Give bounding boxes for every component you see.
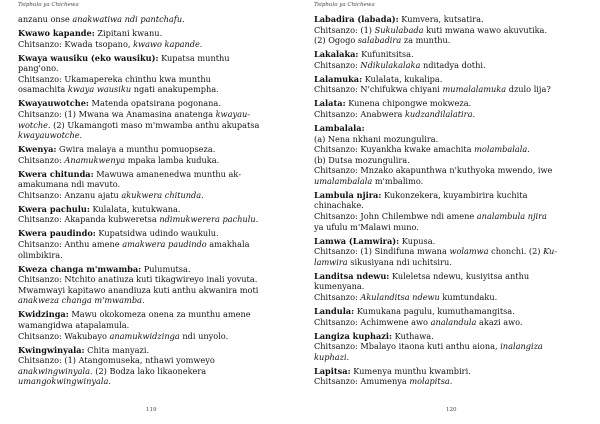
right-page (300, 0, 600, 424)
definition-text: kumtundaku. (439, 291, 498, 302)
definition-text: Kumvera, kutsatira. (398, 14, 484, 24)
entry-line (18, 214, 288, 225)
definition-text: wamangidwa atapalamula. (18, 319, 130, 330)
example-text: Sukulabada (374, 24, 424, 35)
example-text: Anamukwenya (64, 154, 126, 165)
entry-line (18, 309, 288, 320)
headword: Lalamuka: (314, 73, 363, 84)
dictionary-entry (18, 144, 288, 165)
dictionary-entry (314, 236, 588, 268)
dictionary-entry (314, 98, 588, 119)
definition-text: Kupusa. (399, 235, 436, 246)
example-text: analandula (430, 316, 477, 327)
example-text: kudzandilalatira. (404, 108, 476, 119)
entry-line (18, 84, 288, 95)
definition-text: Mwamwayi kapitawo anandiuza kuti anthu akwanira moti (18, 284, 259, 295)
entry-line (18, 120, 288, 131)
entry-line (314, 292, 588, 303)
dictionary-column (314, 14, 588, 390)
definition-text: (2) Ukamangoti maso m'mwamba anthu akupatsa (50, 119, 260, 130)
entry-line (18, 376, 288, 387)
definition-text: Kuthawa. (392, 330, 434, 341)
entry-line (18, 285, 288, 296)
entry-line (314, 246, 588, 257)
definition-text: Chitsanzo: Anthu amene (18, 239, 123, 250)
entry-line (314, 84, 588, 95)
definition-text: Kulalata, kutukwana. (89, 203, 181, 214)
definition-text: Chitsanzo: Mbalayo itaona kuti anthu aiona, (314, 341, 501, 352)
entry-line (18, 355, 288, 366)
definition-text: Chitsanzo: (314, 291, 361, 302)
entry-line (314, 165, 588, 176)
headword: Lapitsa: (314, 365, 351, 376)
definition-text: Zipitani kwanu. (94, 27, 163, 38)
example-text: amakwera paudindo (122, 239, 207, 250)
entry-line (314, 123, 588, 134)
definition-text: nditadya dothi. (420, 59, 486, 70)
definition-text: Chitsanzo: Mnzako akapunthwa n'kuthyoka mwendo, iwe (314, 165, 553, 176)
entry-line (18, 228, 288, 239)
headword: Landitsa ndewu: (314, 270, 390, 281)
entry-line (314, 134, 588, 145)
definition-text: osamachita (18, 84, 68, 95)
definition-text: Matenda opatsirana pogonana. (88, 98, 221, 109)
entry-line (314, 236, 588, 247)
headword: Landula: (314, 305, 355, 316)
definition-text: Kumenya munthu kwambiri. (350, 365, 471, 376)
entry-line (18, 274, 288, 285)
example-text: ndimukwerera pachulu. (159, 214, 259, 225)
example-text: analambula njira (476, 211, 547, 222)
headword: Lamwa (Lamwira): (314, 235, 400, 246)
example-text: salabadira (357, 35, 402, 46)
example-text: anakweza changa m'mwamba. (18, 295, 145, 306)
entry-line (314, 144, 588, 155)
definition-text: kuti mwana wawo akuvutika. (423, 24, 548, 35)
entry-line (314, 317, 588, 328)
headword: Kweza changa m'mwamba: (18, 263, 142, 274)
example-text: anakwatiwa ndi pantchafu. (72, 14, 185, 24)
definition-text: Chitsanzo: (1) (314, 24, 375, 35)
headword: Lalata: (314, 98, 346, 109)
headword: Kwenya: (18, 144, 57, 155)
entry-line (18, 39, 288, 50)
example-text: molapitsa. (409, 376, 453, 387)
definition-text: Kukonzekera, kuyambirira kuchita (381, 189, 528, 200)
definition-text: Chitsanzo: Achimwene awo (314, 316, 431, 327)
dictionary-entry (18, 345, 288, 387)
definition-text: Chitsanzo: Anzanu ajatu (18, 189, 122, 200)
entry-line (314, 60, 588, 71)
page-number: 119 (146, 407, 157, 413)
definition-text: Chitsanzo: John Chilembwe ndi amene (314, 211, 477, 222)
dictionary-entry (314, 74, 588, 95)
page-number: 120 (446, 407, 457, 413)
entry-line (18, 179, 288, 190)
entry-line (18, 109, 288, 120)
example-text: kwawo kapande. (133, 38, 203, 49)
example-text: Ndikulakalaka (360, 59, 421, 70)
entry-line (314, 14, 588, 25)
entry-line (18, 295, 288, 306)
headword: Kwingwinyala: (18, 344, 85, 355)
dictionary-entry (18, 28, 288, 49)
headword: Kwawo kapande: (18, 27, 95, 38)
example-text: inalangiza (500, 341, 543, 352)
example-text: molambalala. (474, 144, 530, 155)
definition-text: Chita manyazi. (84, 344, 150, 355)
entry-line (18, 320, 288, 331)
entry-line (314, 211, 588, 222)
dictionary-entry (314, 306, 588, 327)
entry-line (314, 271, 588, 282)
dictionary-entry (314, 49, 588, 70)
definition-text: dzulo lija? (506, 84, 551, 95)
definition-text: Kupatsa munthu (158, 52, 230, 63)
entry-line (18, 250, 288, 261)
dictionary-entry (314, 123, 588, 187)
definition-text: akazi awo. (476, 316, 523, 327)
definition-text: Chitsanzo: Kwada tsopano, (18, 38, 134, 49)
entry-line (314, 376, 588, 387)
running-header: Tsiphulo ya Chichewa (314, 2, 375, 8)
example-text: anakwingwinyala. (18, 365, 93, 376)
definition-text: Chitsanzo: Ntchito anatiuza kuti tikagwireyo inali yovuta. (18, 274, 258, 285)
definition-text: Chitsanzo: Wakubayo (18, 330, 110, 341)
example-text: Akulanditsa ndewu (360, 291, 440, 302)
definition-text: Chitsanzo: (1) Mwana wa Anamasina anatenga (18, 108, 216, 119)
dictionary-entry (18, 309, 288, 341)
headword: Kwera pachulu: (18, 203, 90, 214)
definition-text: Kuleletsa ndewu, kusiyitsa anthu (389, 270, 530, 281)
definition-text: amakumana ndi mavuto. (18, 179, 121, 190)
entry-line (314, 257, 588, 268)
headword: Labadira (labada): (314, 14, 399, 24)
entry-line (314, 25, 588, 36)
definition-text: Chitsanzo: (1) Sindifuna mwana (314, 246, 450, 257)
example-text: mumalalamuka (442, 84, 507, 95)
dictionary-column (18, 14, 288, 390)
dictionary-entry (18, 169, 288, 201)
definition-text: mpaka lamba kuduka. (125, 154, 220, 165)
dictionary-entry (314, 271, 588, 303)
entry-line (18, 53, 288, 64)
headword: Langiza kuphazi: (314, 330, 393, 341)
dictionary-entry (18, 98, 288, 140)
headword: Kwayauwotche: (18, 98, 89, 109)
headword: Kwera chitunda: (18, 168, 94, 179)
entry-line (18, 63, 288, 74)
entry-line (314, 331, 588, 342)
definition-text: sikusiyana ndi uchitsiru. (347, 256, 452, 267)
dictionary-entry (18, 53, 288, 95)
running-header: Tsiphulo ya Chichewa (18, 2, 79, 8)
dictionary-entry (18, 204, 288, 225)
entry-line (314, 366, 588, 377)
entry-line (18, 144, 288, 155)
definition-text: za munthu. (401, 35, 451, 46)
entry-line (18, 155, 288, 166)
entry-line (314, 176, 588, 187)
definition-text: Chitsanzo: (1) Atangomuseka, nthawi yomweyo (18, 355, 215, 366)
definition-text: anzanu onse (18, 14, 73, 24)
entry-line (314, 222, 588, 233)
definition-text: m'mbalimo. (372, 175, 424, 186)
definition-text: amakhala (206, 239, 250, 250)
entry-line (314, 98, 588, 109)
example-text: kwayauwotche. (18, 130, 83, 141)
definition-text: ya ufulu m'Malawi muno. (314, 221, 419, 232)
entry-line (314, 35, 588, 46)
definition-text: (a) Nena nkhani mozungulira. (314, 133, 439, 144)
entry-line (314, 341, 588, 352)
definition-text: ngati anakupempha. (131, 84, 219, 95)
entry-line (314, 49, 588, 60)
example-text: wotche. (18, 119, 51, 130)
dictionary-entry (314, 366, 588, 387)
definition-text: chinachake. (314, 200, 364, 211)
headword: Lambula njira: (314, 189, 382, 200)
entry-line (18, 190, 288, 201)
dictionary-entry (18, 264, 288, 306)
definition-text: Pulumutsa. (141, 263, 191, 274)
definition-text: (b) Dutsa mozungulira. (314, 154, 410, 165)
definition-text: Chitsanzo: Ukamapereka chinthu kwa munthu (18, 73, 211, 84)
definition-text: Kulalata, kukalipa. (362, 73, 443, 84)
definition-text: Gwira malaya a munthu pomuopseza. (56, 144, 216, 155)
example-text: wolamwa (449, 246, 489, 257)
entry-line (18, 264, 288, 275)
entry-line (18, 14, 288, 25)
definition-text: Kunena chipongwe mokweza. (345, 98, 472, 109)
dictionary-entry (314, 14, 588, 46)
dictionary-entry (314, 331, 588, 363)
entry-line (314, 109, 588, 120)
entry-line (18, 204, 288, 215)
dictionary-entry (18, 14, 288, 25)
entry-line (18, 366, 288, 377)
entry-line (18, 345, 288, 356)
headword: Lakalaka: (314, 49, 359, 60)
definition-text: Chitsanzo: (314, 59, 361, 70)
definition-text: Kumukana pagulu, kumuthamangitsa. (354, 305, 515, 316)
entry-line (314, 190, 588, 201)
entry-line (18, 98, 288, 109)
entry-line (18, 239, 288, 250)
example-text: Ku- (543, 246, 558, 257)
definition-text: Chitsanzo: (18, 154, 65, 165)
definition-text: (2) Bodza lako likaonekera (92, 365, 207, 376)
entry-line (18, 74, 288, 85)
entry-line (314, 200, 588, 211)
example-text: lamwira (314, 256, 348, 267)
entry-line (18, 28, 288, 39)
entry-line (314, 352, 588, 363)
example-text: anamukwidzinga (109, 330, 180, 341)
example-text: umalambalala (314, 175, 373, 186)
entry-line (314, 155, 588, 166)
entry-line (18, 331, 288, 342)
definition-text: Chitsanzo: Akapanda kubweretsa (18, 214, 160, 225)
example-text: kwayau- (215, 108, 250, 119)
definition-text: Chitsanzo: Anabwera (314, 108, 405, 119)
entry-line (314, 306, 588, 317)
definition-text: Chitsanzo: N'chifukwa chiyani (314, 84, 443, 95)
definition-text: Mawu okokomeza onena za munthu amene (68, 309, 251, 320)
dictionary-entry (18, 228, 288, 260)
definition-text: kumenyana. (314, 281, 365, 292)
definition-text: ndi unyolo. (179, 330, 229, 341)
entry-line (314, 281, 588, 292)
example-text: akukwera chitunda. (121, 189, 204, 200)
dictionary-entry (314, 190, 588, 232)
definition-text: Kufunitsitsa. (358, 49, 414, 60)
headword: Kwera paudindo: (18, 228, 96, 239)
definition-text: chonchi. (2) (488, 246, 544, 257)
entry-line (18, 130, 288, 141)
entry-line (18, 169, 288, 180)
entry-line (314, 74, 588, 85)
definition-text: pang'ono. (18, 63, 59, 74)
definition-text: olimbikira. (18, 249, 63, 260)
definition-text: Kupatsidwa udindo waukulu. (95, 228, 219, 239)
example-text: kwaya wausiku (67, 84, 132, 95)
headword: Kwidzinga: (18, 309, 69, 320)
headword: Lambalala: (314, 122, 365, 133)
example-text: kuphazi. (314, 351, 350, 362)
definition-text: Mawuwa amanenedwa munthu ak- (93, 168, 241, 179)
definition-text: Chitsanzo: Amumenya (314, 376, 410, 387)
definition-text: Chitsanzo: Kuyankha kwake amachita (314, 144, 475, 155)
definition-text: (2) Ogogo (314, 35, 358, 46)
headword: Kwaya wausiku (eko wausiku): (18, 52, 159, 63)
example-text: umangokwingwinyala. (18, 376, 111, 387)
